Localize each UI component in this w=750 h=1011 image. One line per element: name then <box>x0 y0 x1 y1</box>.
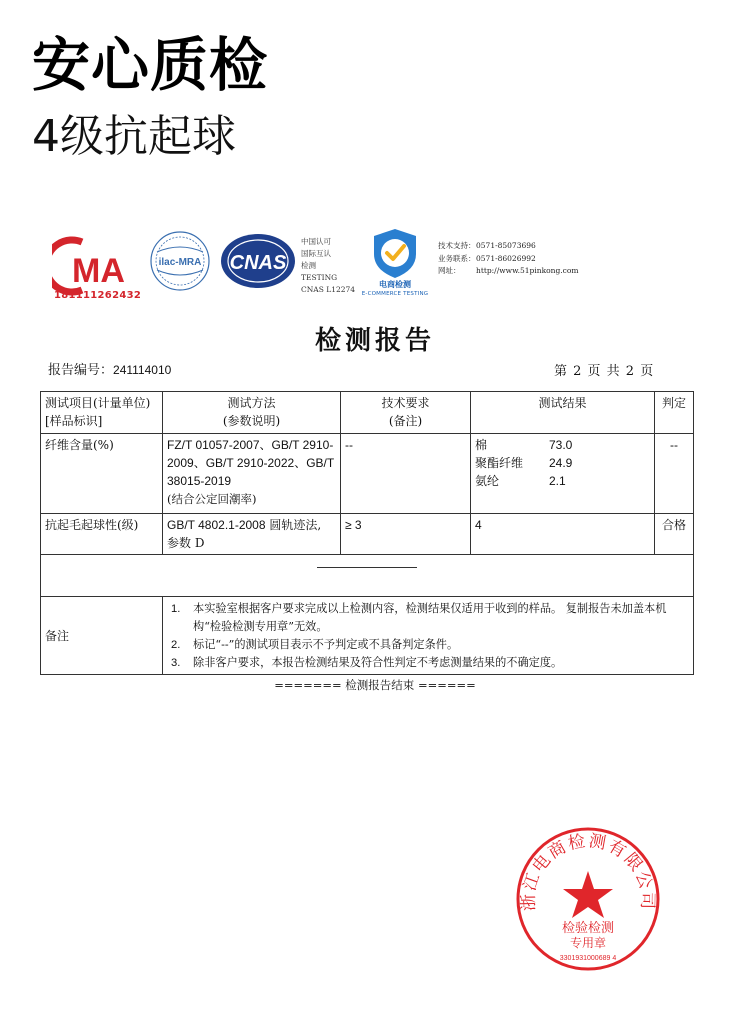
ecommerce-testing-shield-icon <box>364 226 426 280</box>
result-line: 聚酯纤维 24.9 <box>475 456 573 470</box>
cma-number: 181111262432 <box>54 290 142 301</box>
ecommerce-testing-label-en: E-COMMERCE TESTING <box>361 291 429 297</box>
result-line: 棉 73.0 <box>475 438 573 452</box>
table-row <box>41 514 694 555</box>
blank-row <box>41 555 694 597</box>
header-method: 测试方法 (参数说明) <box>163 392 341 434</box>
table-row <box>41 434 694 514</box>
cell-verdict: 合格 <box>655 514 694 555</box>
hero-title: 安心质检 <box>32 31 269 99</box>
company-seal-stamp <box>515 826 661 972</box>
blank-marker-line <box>317 567 417 568</box>
seal-company-name: 浙江电商检测有限公司 <box>518 831 658 912</box>
header-item: 测试项目(计量单位) [样品标识] <box>41 392 163 434</box>
contact-website: 网址： http://www.51pinkong.com <box>438 266 579 275</box>
cell-result: 4 <box>471 514 655 555</box>
report-number: 报告编号：241114010 <box>48 363 172 378</box>
seal-number: 3301931000689 4 <box>559 955 617 962</box>
cma-letters: MA <box>72 252 125 290</box>
header-verdict: 判定 <box>655 392 694 434</box>
cell-item: 抗起毛起球性(级) <box>41 514 163 555</box>
ecommerce-testing-label: 电商检测 <box>379 280 411 289</box>
header-requirement: 技术要求 (备注) <box>341 392 471 434</box>
report-table <box>40 391 694 675</box>
notes-row <box>41 597 694 675</box>
result-line: 氨纶 2.1 <box>475 474 566 488</box>
notes-label: 备注 <box>41 597 163 675</box>
note-item: 1. 本实验室根据客户要求完成以上检测内容，检测结果仅适用于收到的样品。 复制报告未加盖本机构“检验检测专用章”无效。 <box>171 602 667 633</box>
seal-purpose-2: 专用章 <box>569 936 607 950</box>
seal-purpose-1: 检验检测 <box>561 921 615 936</box>
cell-method: FZ/T 01057-2007、GB/T 2910-2009、GB/T 2910-2022、GB/T 38015-2019 (结合公定回潮率) <box>163 434 341 514</box>
cnas-text: CNAS <box>229 252 287 274</box>
page-info: 第 2 页 共 2 页 <box>554 364 654 379</box>
cnas-caption: 中国认可 国际互认 检测 TESTING CNAS L12274 <box>301 237 356 294</box>
contact-support: 技术支持：0571-85073696 <box>438 241 536 250</box>
certification-logos <box>52 226 672 308</box>
cell-method: GB/T 4802.1-2008 圆轨迹法, 参数 D <box>163 514 341 555</box>
table-header-row <box>41 392 694 434</box>
header-result: 测试结果 <box>471 392 655 434</box>
ilac-text: ilac-MRA <box>158 257 202 268</box>
note-item: 3. 除非客户要求，本报告检测结果及符合性判定不考虑测量结果的不确定度。 <box>171 656 563 669</box>
contact-business: 业务联系：0571-86026992 <box>438 253 536 263</box>
notes-content <box>163 597 694 675</box>
cell-item: 纤维含量(%) <box>41 434 163 514</box>
report-title: 检测报告 <box>314 326 435 356</box>
note-item: 2. 标记“--”的测试项目表示不予判定或不具备判定条件。 <box>171 638 459 651</box>
ilac-mra-logo-icon <box>149 230 211 292</box>
cell-requirement: -- <box>341 434 471 514</box>
contact-info <box>438 240 578 278</box>
cell-verdict: -- <box>655 434 694 514</box>
cell-results <box>471 434 655 514</box>
cell-requirement: ≥ 3 <box>341 514 471 555</box>
hero-subtitle: 4级抗起球 <box>32 111 236 162</box>
report-end-line: ======= 检测报告结束 ====== <box>274 678 476 692</box>
